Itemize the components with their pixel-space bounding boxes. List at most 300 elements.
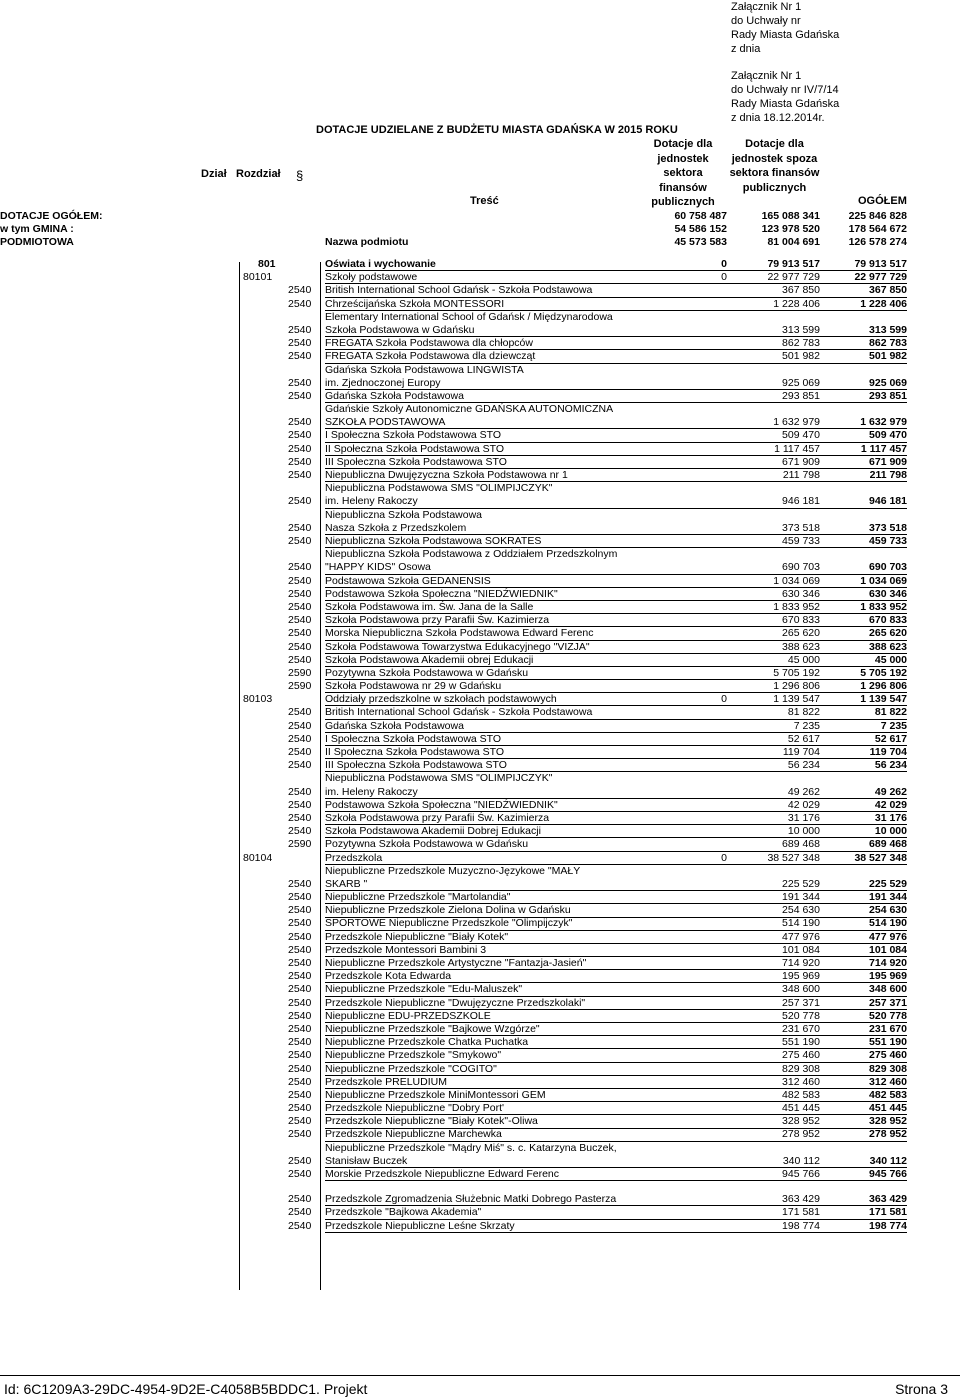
non-public-amount: 225 529 bbox=[782, 877, 820, 890]
table-row bbox=[0, 575, 960, 588]
rozdzial-code: 80103 bbox=[243, 693, 273, 706]
entity-name: Niepubliczne Przedszkole "Martolandia" bbox=[325, 891, 511, 904]
table-row bbox=[0, 759, 960, 772]
entity-name: II Społeczna Szkoła Podstawowa STO bbox=[325, 746, 504, 759]
non-public-amount: 328 952 bbox=[782, 1115, 820, 1128]
paragraph-code: 2540 bbox=[288, 1193, 312, 1206]
table-row bbox=[0, 970, 960, 983]
table-row bbox=[0, 337, 960, 350]
table-row bbox=[0, 482, 960, 508]
non-public-amount: 348 600 bbox=[782, 983, 820, 996]
attachment-line: Załącznik Nr 1 bbox=[731, 1, 802, 13]
attachment-line: Załącznik Nr 1 bbox=[731, 70, 802, 82]
table-row bbox=[0, 799, 960, 812]
total-amount: 313 599 bbox=[869, 323, 907, 336]
non-public-amount: 482 583 bbox=[782, 1088, 820, 1101]
total-amount: 1 228 406 bbox=[860, 297, 907, 310]
table-row bbox=[0, 1193, 960, 1206]
paragraph-code: 2540 bbox=[288, 429, 312, 442]
entity-name: Szkoła Podstawowa Towarzystwa Edukacyjnego "VIZJA" bbox=[325, 640, 590, 653]
paragraph-code: 2540 bbox=[288, 891, 312, 904]
total-amount: 501 982 bbox=[869, 350, 907, 363]
table-row bbox=[0, 825, 960, 838]
total-amount: 1 632 979 bbox=[860, 416, 907, 429]
non-public-amount: 551 190 bbox=[782, 1036, 820, 1049]
entity-name: Przedszkole Niepubliczne "Dwujęzyczne Przedszkolaki" bbox=[325, 996, 586, 1009]
non-public-amount: 191 344 bbox=[782, 891, 820, 904]
summary-non-public: 123 978 520 bbox=[761, 223, 820, 235]
non-public-amount: 340 112 bbox=[782, 1154, 820, 1167]
non-public-amount: 509 470 bbox=[782, 429, 820, 442]
total-amount: 49 262 bbox=[874, 785, 907, 798]
paragraph-code: 2540 bbox=[288, 561, 312, 574]
table-row bbox=[0, 706, 960, 719]
non-public-amount: 1 034 069 bbox=[773, 574, 820, 587]
entity-name: Chrześcijańska Szkoła MONTESSORI bbox=[325, 297, 505, 310]
paragraph-code: 2540 bbox=[288, 706, 312, 719]
table-row bbox=[0, 693, 960, 706]
total-amount: 38 527 348 bbox=[854, 851, 907, 864]
table-row bbox=[0, 1220, 960, 1233]
summary-total: 126 578 274 bbox=[848, 236, 907, 248]
paragraph-code: 2540 bbox=[288, 732, 312, 745]
total-amount: 312 460 bbox=[869, 1075, 907, 1088]
paragraph-code: 2540 bbox=[288, 495, 312, 508]
total-amount: 946 181 bbox=[869, 495, 907, 508]
entity-name: Morskie Przedszkole Niepubliczne Edward Ferenc bbox=[325, 1168, 560, 1181]
table-row bbox=[0, 509, 960, 535]
paragraph-code: 2590 bbox=[288, 666, 312, 679]
non-public-amount: 1 833 952 bbox=[773, 600, 820, 613]
total-amount: 363 429 bbox=[869, 1193, 907, 1206]
attachment-note-final bbox=[731, 69, 839, 125]
non-public-amount: 56 234 bbox=[787, 759, 820, 772]
paragraph-code: 2540 bbox=[288, 930, 312, 943]
entity-name: Niepubliczne Przedszkole Chatka Puchatka bbox=[325, 1036, 529, 1049]
entity-name: Oddziały przedszkolne w szkołach podstawowych bbox=[325, 693, 557, 706]
entity-name: Niepubliczna Podstawowa SMS "OLIMPIJCZYK" im. Heleny Rakoczy bbox=[325, 772, 553, 798]
footer-document-id: Id: 6C1209A3-29DC-4954-9D2E-C4058B5BDDC1. Projekt bbox=[4, 1381, 368, 1397]
entity-name: Niepubliczne Przedszkole Zielona Dolina w Gdańsku bbox=[325, 904, 571, 917]
rozdzial-code: 80101 bbox=[243, 271, 273, 284]
entity-name: Niepubliczna Szkoła Podstawowa z Oddziałem Przedszkolnym "HAPPY KIDS" Osowa bbox=[325, 548, 618, 574]
summary-total: 178 564 672 bbox=[848, 223, 907, 235]
non-public-amount: 313 599 bbox=[782, 323, 820, 336]
total-amount: 275 460 bbox=[869, 1049, 907, 1062]
non-public-amount: 278 952 bbox=[782, 1128, 820, 1141]
entity-name: Szkoła Podstawowa przy Parafii Św. Kazimierza bbox=[325, 614, 550, 627]
table-row bbox=[0, 456, 960, 469]
non-public-amount: 171 581 bbox=[782, 1206, 820, 1219]
table-row bbox=[0, 271, 960, 284]
entity-name: FREGATA Szkoła Podstawowa dla dziewcząt bbox=[325, 350, 536, 363]
entity-name: Niepubliczne EDU-PRZEDSZKOLE bbox=[325, 1009, 491, 1022]
header-rozdzial: Rozdział bbox=[236, 168, 281, 180]
non-public-amount: 275 460 bbox=[782, 1049, 820, 1062]
total-amount: 265 620 bbox=[869, 627, 907, 640]
paragraph-code: 2540 bbox=[288, 746, 312, 759]
table-row bbox=[0, 298, 960, 311]
non-public-amount: 265 620 bbox=[782, 627, 820, 640]
paragraph-code: 2540 bbox=[288, 376, 312, 389]
table-row bbox=[0, 667, 960, 680]
table-row bbox=[0, 390, 960, 403]
entity-name: Niepubliczne Przedszkole "Smykowo" bbox=[325, 1049, 502, 1062]
paragraph-code: 2540 bbox=[288, 719, 312, 732]
non-public-amount: 925 069 bbox=[782, 376, 820, 389]
total-amount: 671 909 bbox=[869, 455, 907, 468]
non-public-amount: 31 176 bbox=[787, 811, 820, 824]
total-amount: 191 344 bbox=[869, 891, 907, 904]
entity-name: Szkoła Podstawowa nr 29 w Gdańsku bbox=[325, 680, 502, 693]
paragraph-code: 2540 bbox=[288, 1088, 312, 1101]
paragraph-code: 2540 bbox=[288, 1075, 312, 1088]
footer-page-number: Strona 3 bbox=[895, 1381, 948, 1397]
total-amount: 862 783 bbox=[869, 337, 907, 350]
non-public-amount: 38 527 348 bbox=[767, 851, 820, 864]
row-rule bbox=[325, 1180, 907, 1181]
entity-name: Szkoła Podstawowa przy Parafii Św. Kazimierza bbox=[325, 811, 550, 824]
paragraph-code: 2540 bbox=[288, 1219, 312, 1232]
entity-name: Pozytywna Szkoła Podstawowa w Gdańsku bbox=[325, 838, 529, 851]
total-amount: 689 468 bbox=[869, 838, 907, 851]
summary-public: 54 586 152 bbox=[674, 223, 727, 235]
attachment-line: z dnia 18.12.2014r. bbox=[731, 112, 825, 124]
header-total: OGÓŁEM bbox=[858, 195, 907, 207]
table-row bbox=[0, 1076, 960, 1089]
paragraph-code: 2540 bbox=[288, 640, 312, 653]
entity-name: Szkoły podstawowe bbox=[325, 271, 418, 284]
non-public-amount: 119 704 bbox=[782, 746, 820, 759]
entity-name: Niepubliczna Dwujęzyczna Szkoła Podstawowa nr 1 bbox=[325, 469, 568, 482]
non-public-amount: 520 778 bbox=[782, 1009, 820, 1022]
total-amount: 451 445 bbox=[869, 1102, 907, 1115]
total-amount: 31 176 bbox=[874, 811, 907, 824]
paragraph-code: 2540 bbox=[288, 297, 312, 310]
paragraph-code: 2540 bbox=[288, 1115, 312, 1128]
paragraph-code: 2540 bbox=[288, 1049, 312, 1062]
table-row bbox=[0, 983, 960, 996]
table-row bbox=[0, 1089, 960, 1102]
table-row bbox=[0, 957, 960, 970]
paragraph-code: 2540 bbox=[288, 1128, 312, 1141]
table-row bbox=[0, 865, 960, 891]
entity-name: Podstawowa Szkoła Społeczna "NIEDŹWIEDNIK" bbox=[325, 798, 558, 811]
total-amount: 670 833 bbox=[869, 614, 907, 627]
footer-divider bbox=[0, 1375, 960, 1376]
public-amount: 0 bbox=[721, 257, 727, 270]
paragraph-code: 2540 bbox=[288, 1206, 312, 1219]
non-public-amount: 257 371 bbox=[782, 996, 820, 1009]
entity-name: British International School Gdańsk - Szkoła Podstawowa bbox=[325, 284, 593, 297]
table-row bbox=[0, 1142, 960, 1168]
table-row bbox=[0, 918, 960, 931]
paragraph-code: 2540 bbox=[288, 877, 312, 890]
paragraph-code: 2540 bbox=[288, 1036, 312, 1049]
table-row bbox=[0, 1206, 960, 1219]
entity-name: Przedszkole Montessori Bambini 3 bbox=[325, 943, 487, 956]
non-public-amount: 388 623 bbox=[782, 640, 820, 653]
table-row bbox=[0, 720, 960, 733]
non-public-amount: 1 632 979 bbox=[773, 416, 820, 429]
non-public-amount: 198 774 bbox=[782, 1219, 820, 1232]
total-amount: 367 850 bbox=[869, 284, 907, 297]
total-amount: 211 798 bbox=[869, 469, 907, 482]
table-row bbox=[0, 904, 960, 917]
attachment-line: Rady Miasta Gdańska bbox=[731, 29, 840, 41]
non-public-amount: 5 705 192 bbox=[773, 666, 820, 679]
dzial-code: 801 bbox=[258, 257, 276, 270]
entity-name: Gdańska Szkoła Podstawowa bbox=[325, 719, 464, 732]
entity-name: Niepubliczne Przedszkole Artystyczne "Fantazja-Jasień" bbox=[325, 957, 587, 970]
table-row bbox=[0, 364, 960, 390]
table-row bbox=[0, 1023, 960, 1036]
entity-name: Gdańska Szkoła Podstawowa LINGWISTA im. Zjednoczonej Europy bbox=[325, 363, 524, 389]
total-amount: 388 623 bbox=[869, 640, 907, 653]
summary-label: PODMIOTOWA bbox=[0, 236, 74, 248]
table-row bbox=[0, 931, 960, 944]
table-row bbox=[0, 746, 960, 759]
paragraph-code: 2590 bbox=[288, 680, 312, 693]
paragraph-code: 2540 bbox=[288, 614, 312, 627]
paragraph-code: 2540 bbox=[288, 943, 312, 956]
table-row bbox=[0, 443, 960, 456]
total-amount: 509 470 bbox=[869, 429, 907, 442]
summary-total: 225 846 828 bbox=[848, 210, 907, 222]
entity-name: Przedszkole Niepubliczne "Biały Kotek"-Oliwa bbox=[325, 1115, 538, 1128]
entity-name: III Społeczna Szkoła Podstawowa STO bbox=[325, 759, 507, 772]
total-amount: 1 139 547 bbox=[860, 693, 907, 706]
non-public-amount: 363 429 bbox=[782, 1193, 820, 1206]
non-public-amount: 45 000 bbox=[787, 653, 820, 666]
total-amount: 56 234 bbox=[874, 759, 907, 772]
paragraph-code: 2540 bbox=[288, 535, 312, 547]
non-public-amount: 22 977 729 bbox=[767, 271, 820, 284]
table-row bbox=[0, 403, 960, 429]
entity-name: Szkoła Podstawowa Akademii obrej Edukacji bbox=[325, 653, 534, 666]
summary-label: w tym GMINA : bbox=[0, 223, 74, 235]
non-public-amount: 367 850 bbox=[782, 284, 820, 297]
paragraph-code: 2540 bbox=[288, 574, 312, 587]
public-amount: 0 bbox=[721, 851, 727, 864]
total-amount: 690 703 bbox=[869, 561, 907, 574]
table-row bbox=[0, 944, 960, 957]
table-row bbox=[0, 997, 960, 1010]
entity-name: Podstawowa Szkoła GEDANENSIS bbox=[325, 574, 491, 587]
total-amount: 45 000 bbox=[874, 653, 907, 666]
row-rule bbox=[325, 1232, 907, 1233]
table-row bbox=[0, 535, 960, 548]
entity-name: Pozytywna Szkoła Podstawowa w Gdańsku bbox=[325, 666, 529, 679]
document-title: DOTACJE UDZIELANE Z BUDŻETU MIASTA GDAŃSKA W 2015 ROKU bbox=[316, 124, 678, 136]
table-row bbox=[0, 641, 960, 654]
paragraph-code: 2540 bbox=[288, 627, 312, 640]
paragraph-code: 2540 bbox=[288, 983, 312, 996]
header-non-public-sector: Dotacje dla jednostek spoza sektora finansów publicznych bbox=[729, 138, 820, 194]
paragraph-code: 2540 bbox=[288, 1168, 312, 1181]
header-dzial: Dział bbox=[201, 168, 227, 180]
entity-name: Elementary International School of Gdańsk / Międzynarodowa Szkoła Podstawowa w Gdańsku bbox=[325, 310, 613, 336]
non-public-amount: 477 976 bbox=[782, 930, 820, 943]
paragraph-code: 2540 bbox=[288, 811, 312, 824]
attachment-line: do Uchwały nr bbox=[731, 15, 801, 27]
total-amount: 459 733 bbox=[869, 535, 907, 547]
non-public-amount: 312 460 bbox=[782, 1075, 820, 1088]
paragraph-code: 2540 bbox=[288, 350, 312, 363]
non-public-amount: 49 262 bbox=[787, 785, 820, 798]
total-amount: 1 296 806 bbox=[860, 680, 907, 693]
summary-non-public: 165 088 341 bbox=[761, 210, 820, 222]
total-amount: 195 969 bbox=[869, 970, 907, 983]
paragraph-code: 2540 bbox=[288, 469, 312, 482]
summary-row-podmiotowa bbox=[0, 236, 960, 250]
attachment-line: do Uchwały nr IV/7/14 bbox=[731, 84, 839, 96]
table-row bbox=[0, 258, 960, 271]
total-amount: 198 774 bbox=[869, 1219, 907, 1232]
entity-name: Niepubliczne Przedszkole "COGITO" bbox=[325, 1062, 497, 1075]
non-public-amount: 630 346 bbox=[782, 587, 820, 600]
non-public-amount: 671 909 bbox=[782, 455, 820, 468]
table-row bbox=[0, 812, 960, 825]
table-row bbox=[0, 733, 960, 746]
paragraph-code: 2540 bbox=[288, 323, 312, 336]
attachment-note-draft bbox=[731, 0, 839, 56]
total-amount: 79 913 517 bbox=[854, 257, 907, 270]
total-amount: 81 822 bbox=[874, 706, 907, 719]
table-row bbox=[0, 1115, 960, 1128]
paragraph-code: 2540 bbox=[288, 1154, 312, 1167]
paragraph-code: 2540 bbox=[288, 653, 312, 666]
table-row bbox=[0, 588, 960, 601]
paragraph-code: 2540 bbox=[288, 785, 312, 798]
table-row bbox=[0, 627, 960, 640]
header-public-sector: Dotacje dla jednostek sektora finansów publicznych bbox=[651, 138, 715, 208]
entity-name: Niepubliczne Przedszkole "Mądry Miś" s. c. Katarzyna Buczek, Stanisław Buczek bbox=[325, 1141, 617, 1167]
non-public-amount: 81 822 bbox=[787, 706, 820, 719]
paragraph-code: 2540 bbox=[288, 1022, 312, 1035]
table-row bbox=[0, 601, 960, 614]
total-amount: 1 117 457 bbox=[860, 442, 907, 455]
non-public-amount: 1 296 806 bbox=[773, 680, 820, 693]
total-amount: 254 630 bbox=[869, 904, 907, 917]
total-amount: 945 766 bbox=[869, 1168, 907, 1181]
entity-name: I Społeczna Szkoła Podstawowa STO bbox=[325, 732, 502, 745]
entity-name: II Społeczna Szkoła Podstawowa STO bbox=[325, 442, 504, 455]
non-public-amount: 1 228 406 bbox=[773, 297, 820, 310]
header-paragraph: § bbox=[296, 168, 304, 183]
non-public-amount: 946 181 bbox=[782, 495, 820, 508]
paragraph-code: 2540 bbox=[288, 957, 312, 970]
entity-name: Niepubliczna Podstawowa SMS "OLIMPIJCZYK" im. Heleny Rakoczy bbox=[325, 482, 553, 508]
total-amount: 225 529 bbox=[869, 877, 907, 890]
total-amount: 10 000 bbox=[874, 825, 907, 838]
non-public-amount: 862 783 bbox=[782, 337, 820, 350]
entity-name: Szkoła Podstawowa Akademii Dobrej Edukacji bbox=[325, 825, 541, 838]
entity-name: Niepubliczne Przedszkole MiniMontessori GEM bbox=[325, 1088, 546, 1101]
total-amount: 293 851 bbox=[869, 389, 907, 402]
non-public-amount: 52 617 bbox=[787, 732, 820, 745]
paragraph-code: 2540 bbox=[288, 455, 312, 468]
total-amount: 171 581 bbox=[869, 1206, 907, 1219]
total-amount: 101 084 bbox=[869, 943, 907, 956]
paragraph-code: 2540 bbox=[288, 1102, 312, 1115]
total-amount: 514 190 bbox=[869, 917, 907, 930]
paragraph-code: 2540 bbox=[288, 904, 312, 917]
entity-name: Niepubliczne Przedszkole Muzyczno-Językowe "MAŁY SKARB " bbox=[325, 864, 581, 890]
total-amount: 630 346 bbox=[869, 587, 907, 600]
total-amount: 278 952 bbox=[869, 1128, 907, 1141]
table-row bbox=[0, 654, 960, 667]
table-row bbox=[0, 311, 960, 337]
total-amount: 119 704 bbox=[869, 746, 907, 759]
total-amount: 477 976 bbox=[869, 930, 907, 943]
paragraph-code: 2540 bbox=[288, 600, 312, 613]
non-public-amount: 451 445 bbox=[782, 1102, 820, 1115]
table-row bbox=[0, 1129, 960, 1142]
table-row bbox=[0, 1036, 960, 1049]
non-public-amount: 195 969 bbox=[782, 970, 820, 983]
summary-label: DOTACJE OGÓŁEM: bbox=[0, 210, 103, 222]
entity-name: Przedszkole Niepubliczne Leśne Skrzaty bbox=[325, 1219, 515, 1232]
paragraph-code: 2540 bbox=[288, 587, 312, 600]
subsidy-table bbox=[0, 258, 960, 1233]
non-public-amount: 79 913 517 bbox=[767, 257, 820, 270]
header-tresc: Treść bbox=[470, 195, 499, 207]
non-public-amount: 254 630 bbox=[782, 904, 820, 917]
paragraph-code: 2540 bbox=[288, 521, 312, 534]
paragraph-code: 2540 bbox=[288, 917, 312, 930]
non-public-amount: 501 982 bbox=[782, 350, 820, 363]
paragraph-code: 2540 bbox=[288, 996, 312, 1009]
paragraph-code: 2540 bbox=[288, 1009, 312, 1022]
total-amount: 551 190 bbox=[869, 1036, 907, 1049]
non-public-amount: 7 235 bbox=[793, 719, 820, 732]
total-amount: 348 600 bbox=[869, 983, 907, 996]
table-row bbox=[0, 680, 960, 693]
paragraph-code: 2590 bbox=[288, 838, 312, 851]
summary-row-total bbox=[0, 210, 960, 224]
entity-name: III Społeczna Szkoła Podstawowa STO bbox=[325, 455, 507, 468]
paragraph-code: 2540 bbox=[288, 825, 312, 838]
total-amount: 925 069 bbox=[869, 376, 907, 389]
total-amount: 1 833 952 bbox=[860, 600, 907, 613]
rozdzial-code: 80104 bbox=[243, 851, 273, 864]
paragraph-code: 2540 bbox=[288, 970, 312, 983]
entity-name: Niepubliczna Szkoła Podstawowa Nasza Szkoła z Przedszkolem bbox=[325, 508, 483, 534]
entity-name: Niepubliczna Szkoła Podstawowa SOKRATES bbox=[325, 535, 542, 547]
entity-name: Gdańska Szkoła Podstawowa bbox=[325, 389, 464, 402]
total-amount: 520 778 bbox=[869, 1009, 907, 1022]
table-row bbox=[0, 284, 960, 297]
paragraph-code: 2540 bbox=[288, 284, 312, 297]
entity-name: Niepubliczne Przedszkole "Bajkowe Wzgórze" bbox=[325, 1022, 540, 1035]
entity-name: Morska Niepubliczna Szkoła Podstawowa Edward Ferenc bbox=[325, 627, 594, 640]
entity-name: Przedszkole PRELUDIUM bbox=[325, 1075, 447, 1088]
table-row bbox=[0, 1168, 960, 1181]
paragraph-code: 2540 bbox=[288, 389, 312, 402]
table-row bbox=[0, 1102, 960, 1115]
table-row bbox=[0, 772, 960, 798]
non-public-amount: 42 029 bbox=[787, 798, 820, 811]
total-amount: 257 371 bbox=[869, 996, 907, 1009]
non-public-amount: 373 518 bbox=[782, 521, 820, 534]
non-public-amount: 1 117 457 bbox=[774, 442, 820, 455]
non-public-amount: 690 703 bbox=[782, 561, 820, 574]
non-public-amount: 1 139 547 bbox=[773, 693, 820, 706]
non-public-amount: 829 308 bbox=[782, 1062, 820, 1075]
entity-name: Przedszkole Niepubliczne "Dobry Port' bbox=[325, 1102, 505, 1115]
table-row bbox=[0, 1010, 960, 1023]
